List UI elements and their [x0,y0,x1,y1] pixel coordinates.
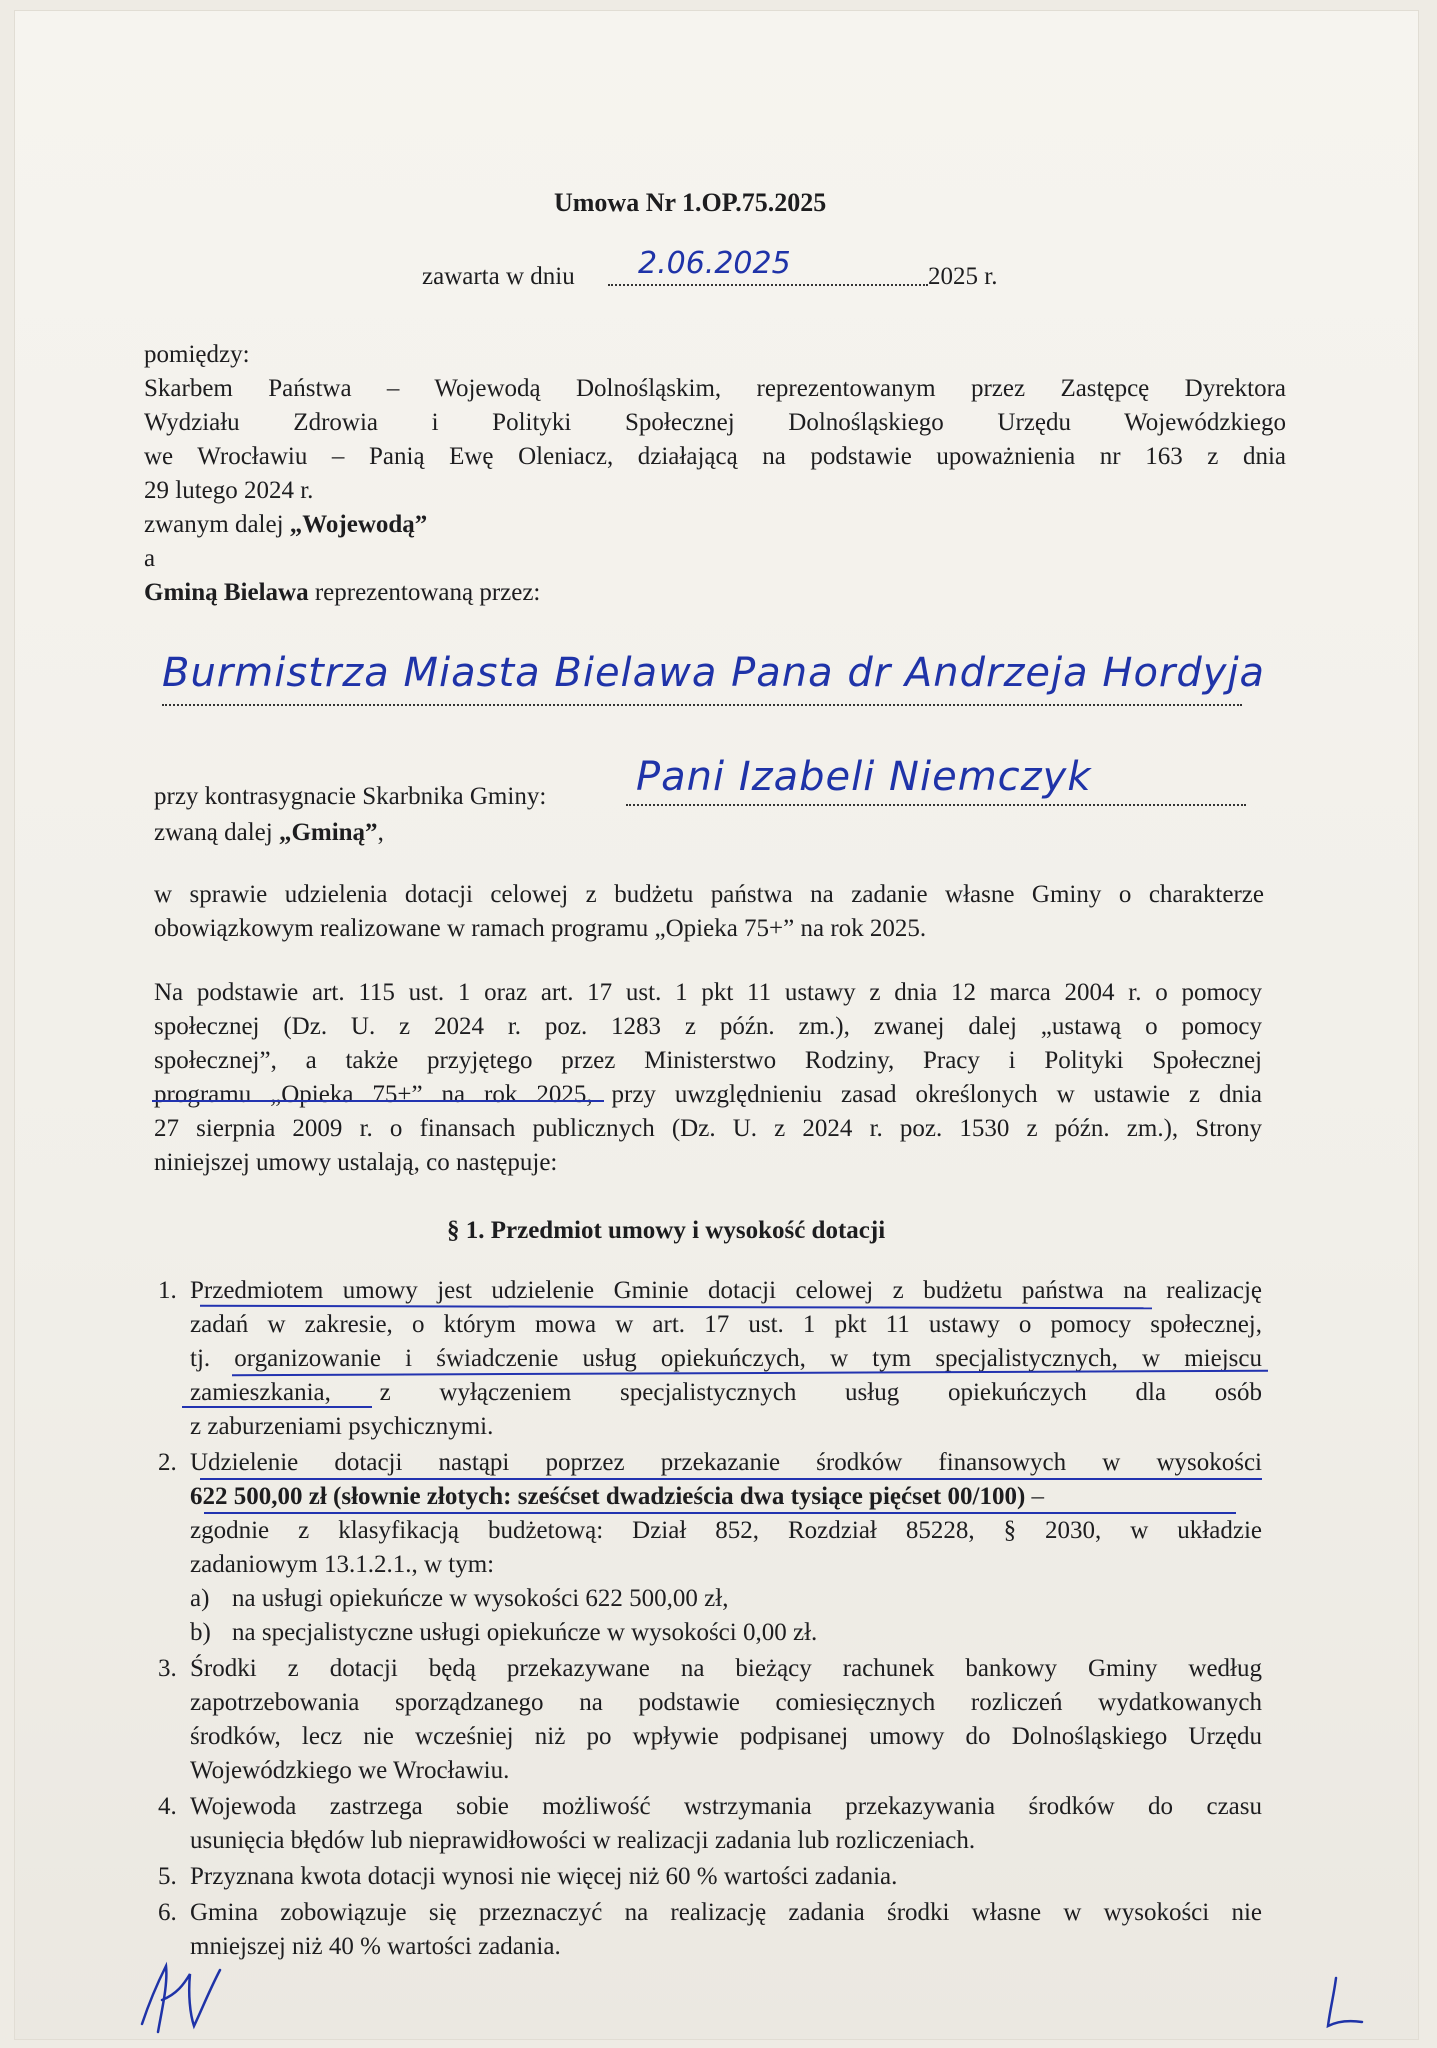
basis-line-6: niniejszej umowy ustalają, co następuje: [154,1149,558,1176]
item-3-line-3: środków, lecz nie wcześniej niż po wpływie podpisanej umowy do Dolnośląskiego Urzędu [190,1723,1262,1750]
voivode-line-3: we Wrocławiu – Panią Ewę Oleniacz, działającą na podstawie upoważnienia nr 163 z dnia [144,443,1286,470]
pen-underline [204,1512,1236,1514]
item-2-amount: 622 500,00 zł (słownie złotych: sześćset dwadzieścia dwa tysiące pięćset 00/100) – [190,1483,1045,1510]
date-suffix: 2025 r. [928,263,998,290]
subject-line-1: w sprawie udzielenia dotacji celowej z budżetu państwa na zadanie własne Gminy o charakterze [154,881,1264,908]
item-1-line-5: z zaburzeniami psychicznymi. [190,1413,494,1440]
item-1-line-3: tj. organizowanie i świadczenie usług opiekuńczych, w tym specjalistycznych, w miejscu [190,1345,1262,1372]
item-4-line-2: usunięcia błędów lub nieprawidłowości w realizacji zadania lub rozliczeniach. [190,1827,976,1854]
mayor-dotted-line [162,704,1242,706]
and-conjunction: a [144,545,156,572]
basis-line-2: społecznej (Dz. U. z 2024 r. poz. 1283 z późn. zm.), zwanej dalej „ustawą o pomocy [154,1013,1262,1040]
item-6-line-1: Gmina zobowiązuje się przeznaczyć na realizację zadania środki własne w wysokości nie [190,1899,1262,1926]
handwritten-mayor-name: Burmistrza Miasta Bielawa Pana dr Andrzeja Hordyja [162,650,1266,696]
basis-line-4: programu „Opieka 75+” na rok 2025, przy uwzględnieniu zasad określonych w ustawie z dnia [154,1081,1262,1108]
parties-between: pomiędzy: [144,341,250,368]
gmina-party: Gminą Bielawa reprezentowaną przez: [144,579,541,606]
item-2a-text: na usługi opiekuńcze w wysokości 622 500,00 zł, [232,1585,729,1612]
item-5-line-1: Przyznana kwota dotacji wynosi nie więcej niż 60 % wartości zadania. [190,1863,898,1890]
handwritten-date: 2.06.2025 [638,246,791,281]
voivode-line-1: Skarbem Państwa – Wojewodą Dolnośląskim, reprezentowanym przez Zastępcę Dyrektora [144,375,1286,402]
item-3-line-1: Środki z dotacji będą przekazywane na bieżący rachunek bankowy Gminy według [190,1655,1262,1682]
pen-underline [182,1406,372,1408]
item-4-line-1: Wojewoda zastrzega sobie możliwość wstrzymania przekazywania środków do czasu [190,1793,1262,1820]
item-1-line-4: zamieszkania, z wyłączeniem specjalistycznych usług opiekuńczych dla osób [190,1379,1262,1406]
item-2b-label: b) [190,1619,211,1646]
item-2b-text: na specjalistyczne usługi opiekuńcze w wysokości 0,00 zł. [232,1619,818,1646]
item-2-line-4: zadaniowym 13.1.2.1., w tym: [190,1551,495,1578]
item-2-line-3: zgodnie z klasyfikacją budżetową: Dział 852, Rozdział 85228, § 2030, w układzie [190,1517,1262,1544]
item-1-line-1: Przedmiotem umowy jest udzielenie Gminie dotacji celowej z budżetu państwa na realizację [190,1277,1262,1304]
item-2a-label: a) [190,1585,210,1612]
initials-signature-left [132,1954,228,2040]
item-1-number: 1. [158,1277,177,1304]
item-2-line-1: Udzielenie dotacji nastąpi poprzez przekazanie środków finansowych w wysokości [190,1449,1262,1476]
date-dotted-line [608,284,928,286]
pen-underline [200,1478,1262,1480]
gmina-called-as: zwaną dalej „Gminą”, [154,819,384,846]
item-1-line-2: zadań w zakresie, o którym mowa w art. 17 ust. 1 pkt 11 ustawy o pomocy społecznej, [190,1311,1262,1338]
pen-underline [152,1100,604,1102]
handwritten-treasurer-name: Pani Izabeli Niemczyk [636,754,1092,800]
contract-title: Umowa Nr 1.OP.75.2025 [554,188,827,217]
basis-line-1: Na podstawie art. 115 ust. 1 oraz art. 17 ust. 1 pkt 11 ustawy z dnia 12 marca 2004 r. o pomocy [154,979,1262,1006]
voivode-line-2: Wydziału Zdrowia i Polityki Społecznej Dolnośląskiego Urzędu Wojewódzkiego [144,409,1286,436]
subject-line-2: obowiązkowym realizowane w ramach programu „Opieka 75+” na rok 2025. [154,915,927,942]
item-4-number: 4. [158,1793,177,1820]
voivode-called-as: zwanym dalej „Wojewodą” [144,511,428,538]
item-6-line-2: mniejszej niż 40 % wartości zadania. [190,1933,561,1960]
document-page [14,10,1419,2040]
item-3-line-2: zapotrzebowania sporządzanego na podstawie comiesięcznych rozliczeń wydatkowanych [190,1689,1262,1716]
voivode-line-4: 29 lutego 2024 r. [144,477,314,504]
item-2-number: 2. [158,1449,177,1476]
item-5-number: 5. [158,1863,177,1890]
treasurer-dotted-line [626,804,1246,806]
date-prefix: zawarta w dniu [422,263,575,290]
treasurer-prefix: przy kontrasygnacie Skarbnika Gminy: [154,783,547,810]
item-3-number: 3. [158,1655,177,1682]
basis-line-5: 27 sierpnia 2009 r. o finansach publicznych (Dz. U. z 2024 r. poz. 1530 z późn. zm.), Strony [154,1115,1262,1142]
basis-line-3: społecznej”, a także przyjętego przez Ministerstwo Rodziny, Pracy i Polityki Społecznej [154,1047,1262,1074]
section-1-heading: § 1. Przedmiot umowy i wysokość dotacji [447,1217,886,1244]
item-3-line-4: Wojewódzkiego we Wrocławiu. [190,1757,510,1784]
item-6-number: 6. [158,1899,177,1926]
initials-signature-right [1314,1970,1374,2040]
